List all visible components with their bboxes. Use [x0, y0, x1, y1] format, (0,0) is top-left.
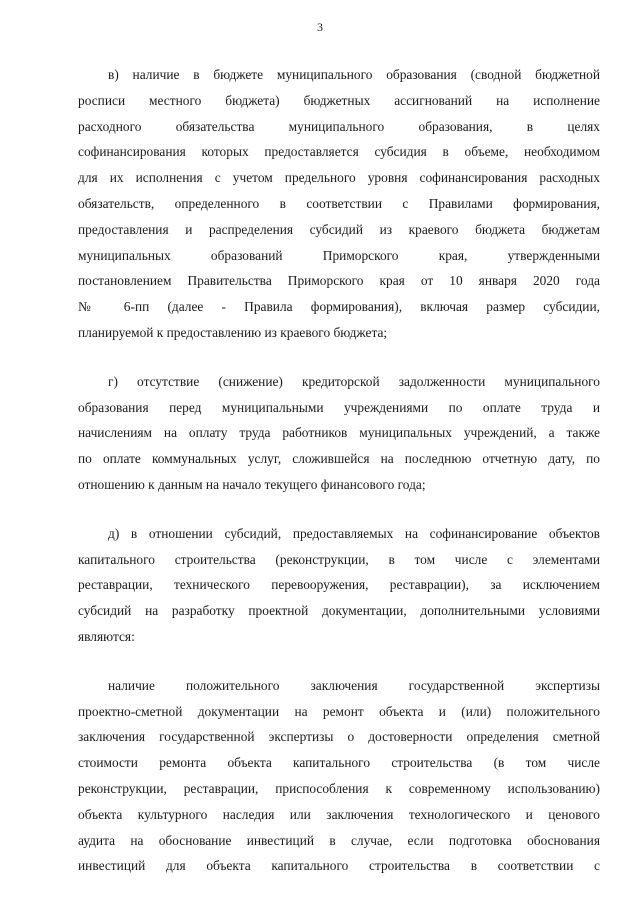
text-line: проектно-сметной документации на ремонт объекта и (или) положительного [78, 703, 600, 719]
text-line: постановлением Правительства Приморского края от 10 января 2020 года [78, 273, 600, 289]
text-line: росписи местного бюджета) бюджетных ассигнований на исполнение [78, 92, 600, 108]
text-line: софинансирования которых предоставляется субсидия в объеме, необходимом [78, 144, 600, 160]
paragraph-d [78, 521, 600, 650]
text-line: отношению к данным на начало текущего финансового года; [78, 476, 426, 492]
document-body [78, 62, 600, 902]
text-line: предоставления и распределения субсидий из краевого бюджета бюджетам [78, 221, 600, 237]
text-line: наличие положительного заключения государственной экспертизы [108, 677, 600, 693]
text-line: субсидий на разработку проектной документации, дополнительными условиями [78, 603, 600, 619]
page-number: 3 [317, 20, 323, 34]
paragraph-g [78, 369, 600, 498]
text-line: д) в отношении субсидий, предоставляемых на софинансирование объектов [108, 525, 600, 541]
text-line: начислениям на оплату труда работников муниципальных учреждений, а также [78, 425, 600, 441]
paragraph-e [78, 673, 600, 879]
text-line: реставрации, технического перевооружения, реставрации), за исключением [78, 577, 600, 593]
text-line: № 6-пп (далее - Правила формирования), включая размер субсидии, [78, 299, 600, 315]
text-line: стоимости ремонта объекта капитального строительства (в том числе [78, 755, 600, 771]
text-line: планируемой к предоставлению из краевого бюджета; [78, 324, 388, 340]
text-line: в) наличие в бюджете муниципального образования (сводной бюджетной [108, 67, 600, 82]
text-line: инвестиций для объекта капитального строительства в соответствии с [78, 858, 600, 874]
text-line: для их исполнения с учетом предельного уровня софинансирования расходных [78, 170, 600, 186]
text-line: по оплате коммунальных услуг, сложившейся на последнюю отчетную дату, по [78, 451, 600, 467]
text-line: муниципальных образований Приморского края, утвержденными [78, 247, 600, 263]
paragraph-v [78, 62, 600, 346]
text-line: аудита на обоснование инвестиций в случае, если подготовка обоснования [78, 832, 600, 848]
text-line: расходного обязательства муниципального образования, в целях [78, 118, 600, 134]
text-line: объекта культурного наследия или заключения технологического и ценового [78, 806, 600, 822]
text-line: реконструкции, реставрации, приспособления к современному использованию) [78, 780, 600, 796]
text-line: обязательств, определенного в соответствии с Правилами формирования, [78, 195, 600, 211]
text-line: заключения государственной экспертизы о достоверности определения сметной [78, 729, 600, 745]
text-line: г) отсутствие (снижение) кредиторской задолженности муниципального [108, 373, 600, 389]
text-line: капитального строительства (реконструкции, в том числе с элементами [78, 551, 600, 567]
text-line: являются: [78, 628, 135, 644]
text-line: образования перед муниципальными учреждениями по оплате труда и [78, 399, 600, 415]
